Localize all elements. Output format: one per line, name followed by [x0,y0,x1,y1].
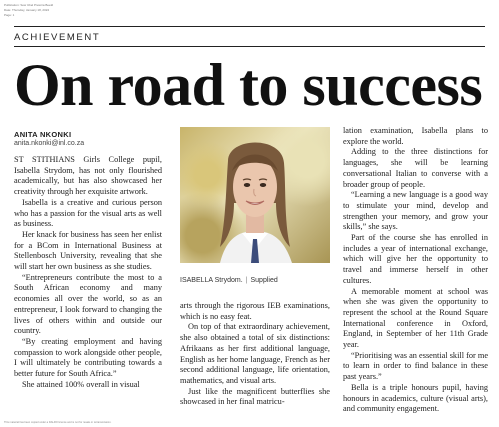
article-column-1 [14,155,162,390]
copyright-footer: This material has been copied under a DALRO licence and is not for resale or retransmission. [4,421,112,424]
paragraph: ST STITHIANS Girls College pupil, Isabella Strydom, has not only flourished academically, but has also showcased her creativity through her exquisite artwork. [14,155,162,197]
paragraph: “Learning a new language is a good way to stimulate your mind, develop and strengthen your memory, and grow your skills,” she says. [343,190,488,232]
portrait-illustration [180,127,330,263]
page-meta: Page: 1 [4,13,15,17]
paragraph: “By creating employment and having compassion to work alongside other people, I will ultimately be contributing towards a better future for South Africa.” [14,336,162,379]
caption-name: ISABELLA Strydom. [180,277,243,284]
paragraph: “Prioritising was an essential skill for me to learn in order to find balance in these past years.” [343,350,488,382]
top-rule [14,26,485,27]
caption-credit: Supplied [250,277,278,284]
paragraph: Isabella is a creative and curious person who has a passion for the visual arts as well as business. [14,197,162,229]
section-label: ACHIEVEMENT [14,32,101,43]
byline-author: ANITA NKONKI [14,130,72,139]
portrait-photo [180,127,330,263]
paragraph: Part of the course she has enrolled in includes a year of international exchange, which will give her the opportunity to travel and immerse herself in other cultures. [343,233,488,285]
section-rule [14,46,485,47]
paragraph: Adding to the three distinctions for languages, she will be learning conversational Italian to converse with a broader group of people. [343,147,488,189]
paragraph: Her knack for business has seen her enlist for a BCom in International Business at Stellenbosch University, revealing that she will start her own business as she studies. [14,229,162,272]
caption-separator: | [245,277,248,284]
paragraph: “Entrepreneurs contribute the most to a South African economy and many economies all over the world, so as an entrepreneur, I look forward to changing the lives of others within and outside our country. [14,272,162,336]
publication-meta: Publication: Sow Ubel Pretoria Beeld [4,3,54,7]
paragraph: She attained 100% overall in visual [22,379,140,389]
article-column-3 [343,126,488,415]
paragraph: Just like the magnificent butterflies she showcased in her final matricu- [180,386,330,407]
article-column-2 [180,301,330,408]
paragraph: On top of that extraordinary achievement, she also obtained a total of six distinctions: Afrikaans as her first additional language, English as her home language, French as her second additional language, life orientation, mathematics, and visual arts. [180,322,330,385]
byline-email: anita.nkonki@inl.co.za [14,140,85,147]
paragraph: A memorable moment at school was when she was given the opportunity to represent the school at the Round Square International conference in Oxford, England, in September of her 11th Grade year. [343,286,488,350]
paragraph: arts through the rigorous IEB examinations, which is no easy feat. [180,301,330,321]
paragraph: Bella is a triple honours pupil, having honours in academics, culture (visual arts), and community engagement. [343,382,488,414]
headline: On road to success [14,52,483,118]
paragraph: lation examination, Isabella plans to explore the world. [343,126,488,146]
photo-caption [180,277,278,284]
date-meta: Date: Thursday, January 18, 2024 [4,8,50,12]
